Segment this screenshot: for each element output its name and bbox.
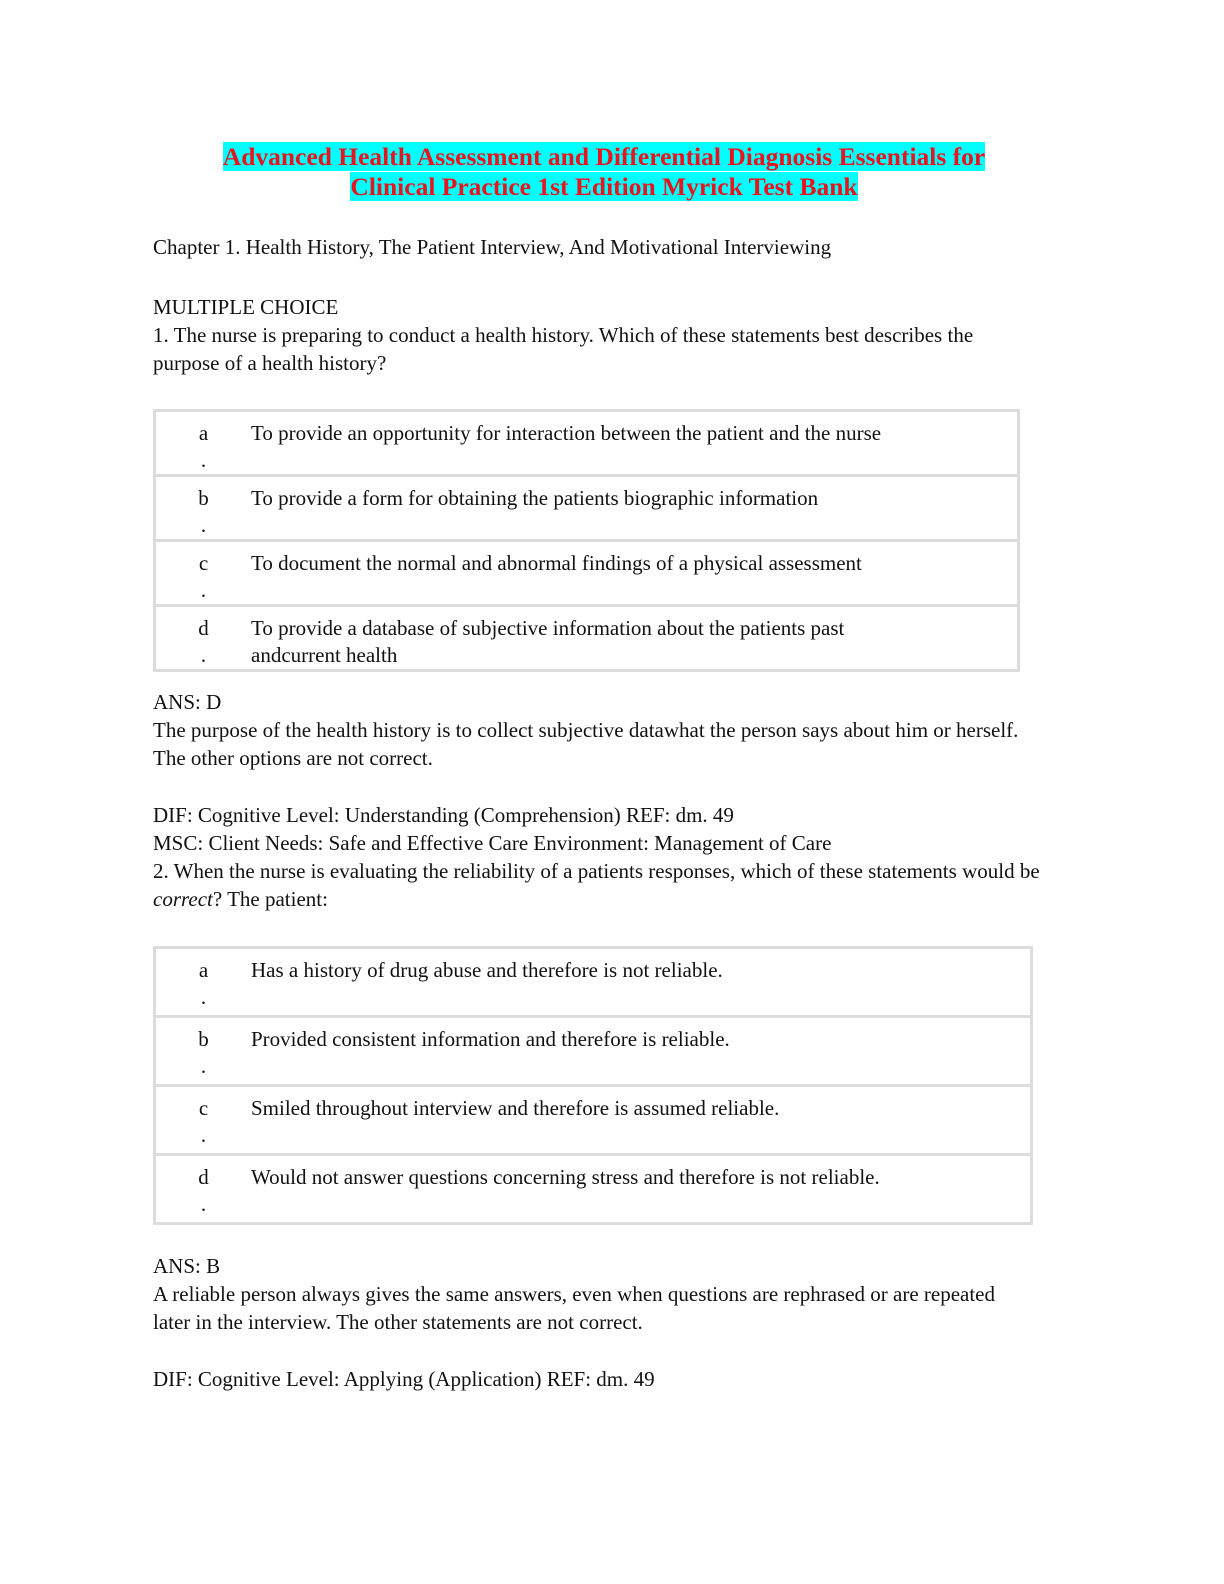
chapter-heading: Chapter 1. Health History, The Patient Interview, And Motivational Interviewing: [153, 235, 832, 259]
title-line-2: Clinical Practice 1st Edition Myrick Test Bank: [350, 172, 858, 201]
option-row: [155, 476, 1019, 541]
option-row: [155, 606, 1019, 671]
stem-emphasis: correct: [153, 886, 213, 911]
section-heading: MULTIPLE CHOICE: [153, 295, 339, 319]
option-text: To provide a form for obtaining the patients biographic information: [251, 476, 1019, 541]
option-row: [155, 411, 1019, 476]
question-1-stem: 1. The nurse is preparing to conduct a health history. Which of these statements best describes the purpose of a health history?: [153, 323, 974, 375]
option-row: [155, 1155, 1032, 1224]
question-2-options: [153, 946, 1033, 1225]
option-letter: d: [198, 1165, 209, 1189]
option-text: Has a history of drug abuse and therefore is not reliable.: [251, 948, 1032, 1017]
option-dot: .: [200, 513, 207, 537]
option-letter: d: [198, 616, 209, 640]
option-row: [155, 541, 1019, 606]
option-dot: .: [200, 1192, 207, 1216]
option-text: To document the normal and abnormal findings of a physical assessment: [251, 541, 1019, 606]
option-letter: b: [198, 486, 209, 510]
option-letter: c: [198, 551, 209, 575]
question-1-options: [153, 409, 1020, 672]
option-letter: b: [198, 1027, 209, 1051]
title-line-1: Advanced Health Assessment and Differential Diagnosis Essentials for: [222, 142, 986, 171]
rationale-2: A reliable person always gives the same answers, even when questions are rephrased or are repeated later in the interview. The other statements are not correct.: [153, 1282, 995, 1334]
rationale-1: The purpose of the health history is to collect subjective datawhat the person says about him or herself. The other options are not correct.: [153, 718, 1019, 770]
client-needs-1: MSC: Client Needs: Safe and Effective Care Environment: Management of Care: [153, 831, 832, 855]
option-text: To provide a database of subjective information about the patients past andcurrent health: [251, 606, 1019, 671]
option-text: Would not answer questions concerning stress and therefore is not reliable.: [251, 1155, 1032, 1224]
option-letter: a: [198, 421, 209, 445]
document-title: [0, 142, 1208, 202]
option-dot: .: [200, 643, 207, 667]
difficulty-2: DIF: Cognitive Level: Applying (Application) REF: dm. 49: [153, 1367, 655, 1391]
option-letter: c: [198, 1096, 209, 1120]
answer-1: ANS: D: [153, 690, 222, 714]
difficulty-1: DIF: Cognitive Level: Understanding (Comprehension) REF: dm. 49: [153, 803, 734, 827]
option-row: [155, 1086, 1032, 1155]
question-2-stem: [153, 858, 1048, 913]
stem-text: ? The patient:: [212, 886, 328, 911]
option-text: Smiled throughout interview and therefore is assumed reliable.: [251, 1086, 1032, 1155]
option-text: To provide an opportunity for interaction between the patient and the nurse: [251, 411, 1019, 476]
option-dot: .: [200, 448, 207, 472]
option-row: [155, 1017, 1032, 1086]
stem-text: 2. When the nurse is evaluating the reliability of a patients responses, which of these statements would be: [153, 859, 1040, 883]
option-dot: .: [200, 985, 207, 1009]
option-dot: .: [200, 578, 207, 602]
option-letter: a: [198, 958, 209, 982]
option-dot: .: [200, 1123, 207, 1147]
answer-2: ANS: B: [153, 1254, 221, 1278]
option-text: Provided consistent information and therefore is reliable.: [251, 1017, 1032, 1086]
option-row: [155, 948, 1032, 1017]
option-dot: .: [200, 1054, 207, 1078]
